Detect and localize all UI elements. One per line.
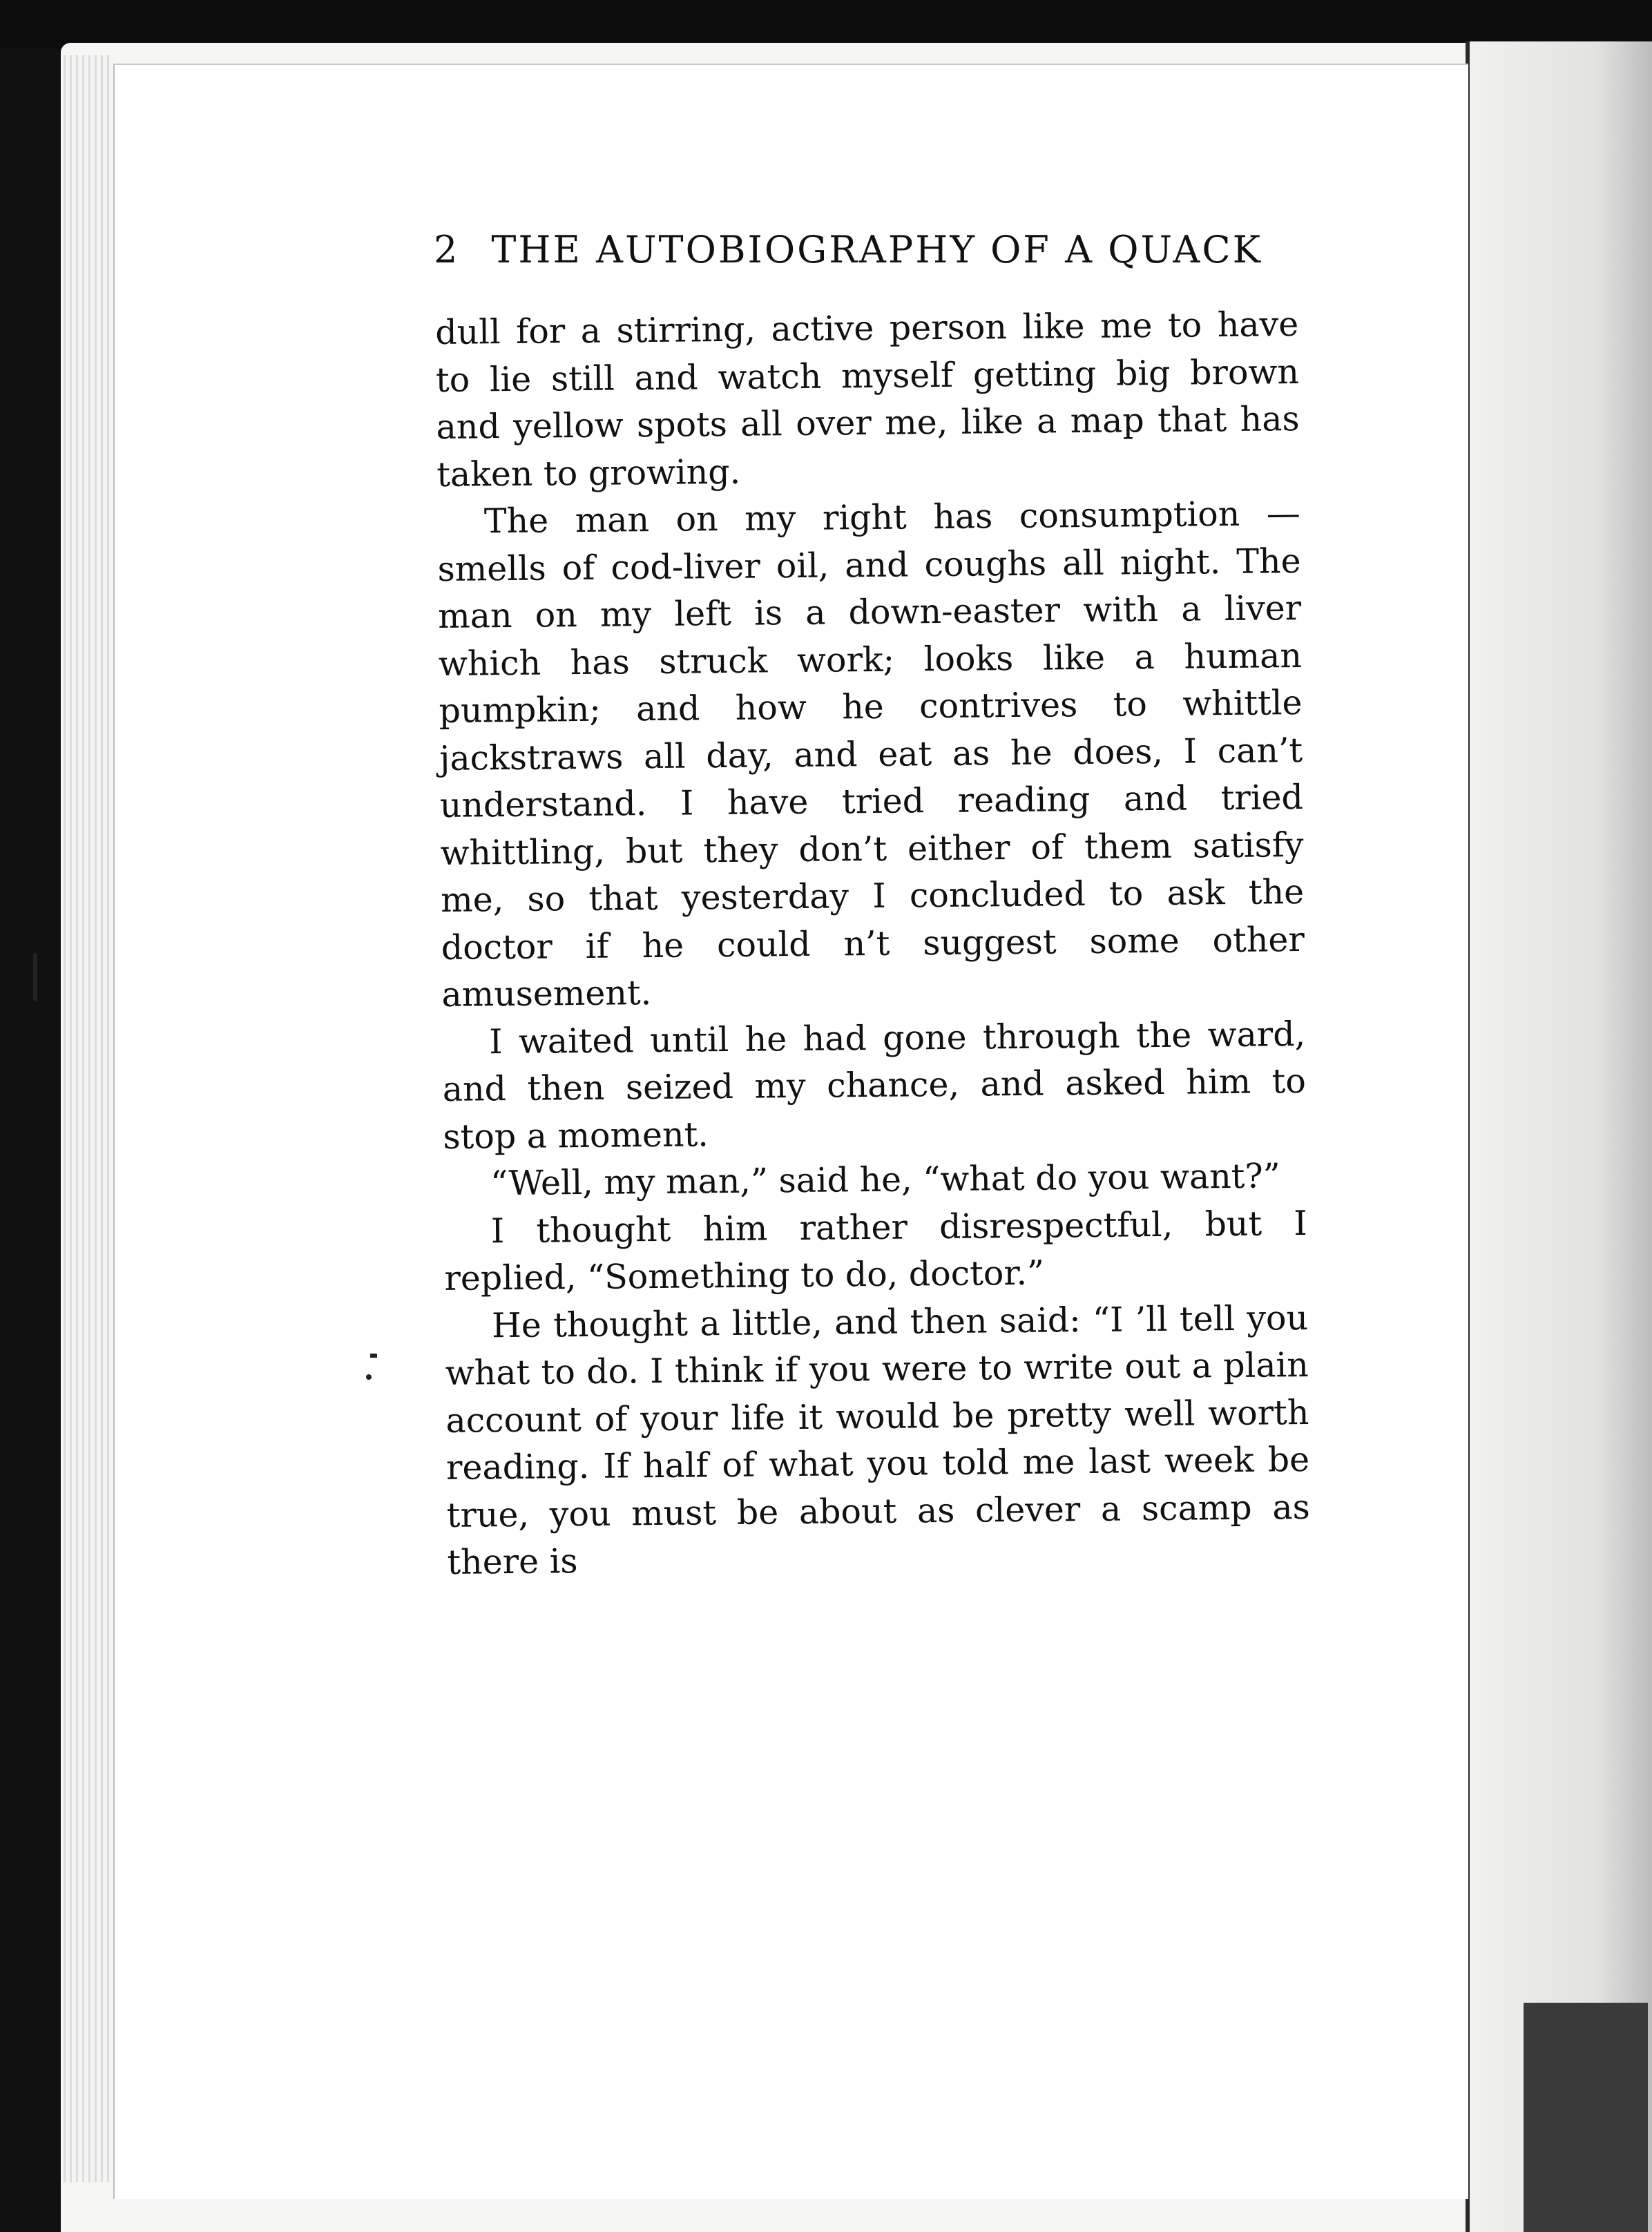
scan-top-border bbox=[0, 0, 1652, 48]
paragraph-5: I thought him rather disrespectful, but I replied, “Something to do, doctor.” bbox=[444, 1203, 1308, 1298]
scan-speck bbox=[33, 953, 37, 1001]
paragraph-4: “Well, my man,” said he, “what do you want?” bbox=[490, 1156, 1281, 1204]
scan-speck bbox=[366, 1374, 372, 1380]
body-text bbox=[435, 301, 1311, 1586]
running-header bbox=[434, 228, 1263, 271]
page-number: 2 bbox=[434, 228, 460, 271]
paragraph-6: He thought a little, and then said: “I ’ll tell you what to do. I think if you were to write out a plain account of your life it would be pretty well worth reading. If half of what you told me last week be true, you must be about as clever a scamp as there is bbox=[445, 1298, 1310, 1582]
running-title: THE AUTOBIOGRAPHY OF A QUACK bbox=[491, 228, 1263, 271]
page-edges bbox=[64, 55, 113, 2182]
paragraph-1: dull for a stirring, active person like me to have to lie still and watch myself getting big brown and yellow spots all over me, like a map that has taken to growing. bbox=[435, 305, 1300, 494]
scan-corner-shadow bbox=[1524, 2003, 1648, 2232]
paragraph-3: I waited until he had gone through the ward, and then seized my chance, and asked him to stop a moment. bbox=[442, 1014, 1307, 1157]
scan-speck bbox=[370, 1354, 377, 1358]
paragraph-2: The man on my right has consumption — smells of cod-liver oil, and coughs all night. The man on my left is a down-easter with a liver which has struck work; looks like a human pumpkin; and how he contrives to whittle jackstraws all day, and eat as he does, I can’t understand. I have tried reading and tried whittling, but they don’t either of them satisfy me, so that yesterday I concluded to ask the doctor if he could n’t suggest some other amusement. bbox=[437, 493, 1305, 1014]
facing-page-edge bbox=[1470, 41, 1652, 2232]
